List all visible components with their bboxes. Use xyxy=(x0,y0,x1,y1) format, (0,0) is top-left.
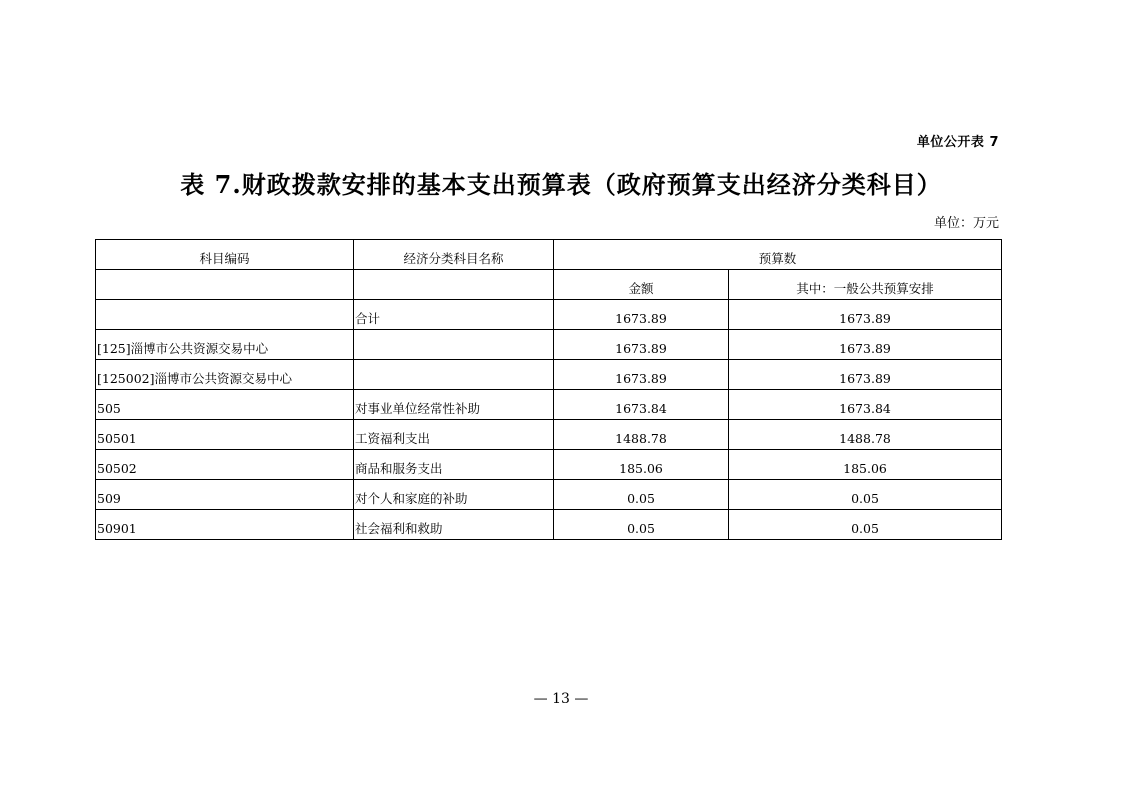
budget-table xyxy=(95,239,1002,540)
cell-general: 185.06 xyxy=(729,450,1002,480)
table-row xyxy=(96,300,1002,330)
cell-code: [125]淄博市公共资源交易中心 xyxy=(96,330,354,360)
cell-name: 合计 xyxy=(354,300,554,330)
table-row xyxy=(96,360,1002,390)
cell-code: [125002]淄博市公共资源交易中心 xyxy=(96,360,354,390)
header-code: 科目编码 xyxy=(96,240,354,270)
page-number: — 13 — xyxy=(533,691,589,707)
table-row xyxy=(96,510,1002,540)
cell-general: 0.05 xyxy=(729,510,1002,540)
cell-name: 对个人和家庭的补助 xyxy=(354,480,554,510)
cell-code: 50502 xyxy=(96,450,354,480)
cell-amount: 1488.78 xyxy=(554,420,729,450)
header-general: 其中：一般公共预算安排 xyxy=(729,270,1002,300)
table-row xyxy=(96,450,1002,480)
cell-general: 1673.89 xyxy=(729,300,1002,330)
table-header-row xyxy=(96,240,1002,270)
table-subheader-row xyxy=(96,270,1002,300)
cell-amount: 0.05 xyxy=(554,480,729,510)
cell-amount: 185.06 xyxy=(554,450,729,480)
cell-amount: 0.05 xyxy=(554,510,729,540)
cell-name: 工资福利支出 xyxy=(354,420,554,450)
cell-name xyxy=(354,330,554,360)
table-row xyxy=(96,420,1002,450)
cell-name: 社会福利和救助 xyxy=(354,510,554,540)
cell-general: 1673.89 xyxy=(729,330,1002,360)
table-row xyxy=(96,390,1002,420)
cell-general: 1673.89 xyxy=(729,360,1002,390)
page-title: 表 7.财政拨款安排的基本支出预算表（政府预算支出经济分类科目） xyxy=(180,170,942,199)
cell-amount: 1673.89 xyxy=(554,300,729,330)
cell-general: 0.05 xyxy=(729,480,1002,510)
cell-code: 505 xyxy=(96,390,354,420)
subheader-name-empty xyxy=(354,270,554,300)
cell-amount: 1673.89 xyxy=(554,330,729,360)
table-row xyxy=(96,330,1002,360)
header-name: 经济分类科目名称 xyxy=(354,240,554,270)
form-id-label: 单位公开表 7 xyxy=(916,135,999,150)
header-budget: 预算数 xyxy=(554,240,1002,270)
cell-amount: 1673.84 xyxy=(554,390,729,420)
cell-code: 509 xyxy=(96,480,354,510)
table-row xyxy=(96,480,1002,510)
cell-general: 1488.78 xyxy=(729,420,1002,450)
cell-code: 50501 xyxy=(96,420,354,450)
cell-general: 1673.84 xyxy=(729,390,1002,420)
subheader-code-empty xyxy=(96,270,354,300)
unit-label: 单位：万元 xyxy=(933,216,999,231)
header-amount: 金额 xyxy=(554,270,729,300)
cell-name: 对事业单位经常性补助 xyxy=(354,390,554,420)
cell-code xyxy=(96,300,354,330)
cell-amount: 1673.89 xyxy=(554,360,729,390)
cell-name: 商品和服务支出 xyxy=(354,450,554,480)
cell-code: 50901 xyxy=(96,510,354,540)
cell-name xyxy=(354,360,554,390)
